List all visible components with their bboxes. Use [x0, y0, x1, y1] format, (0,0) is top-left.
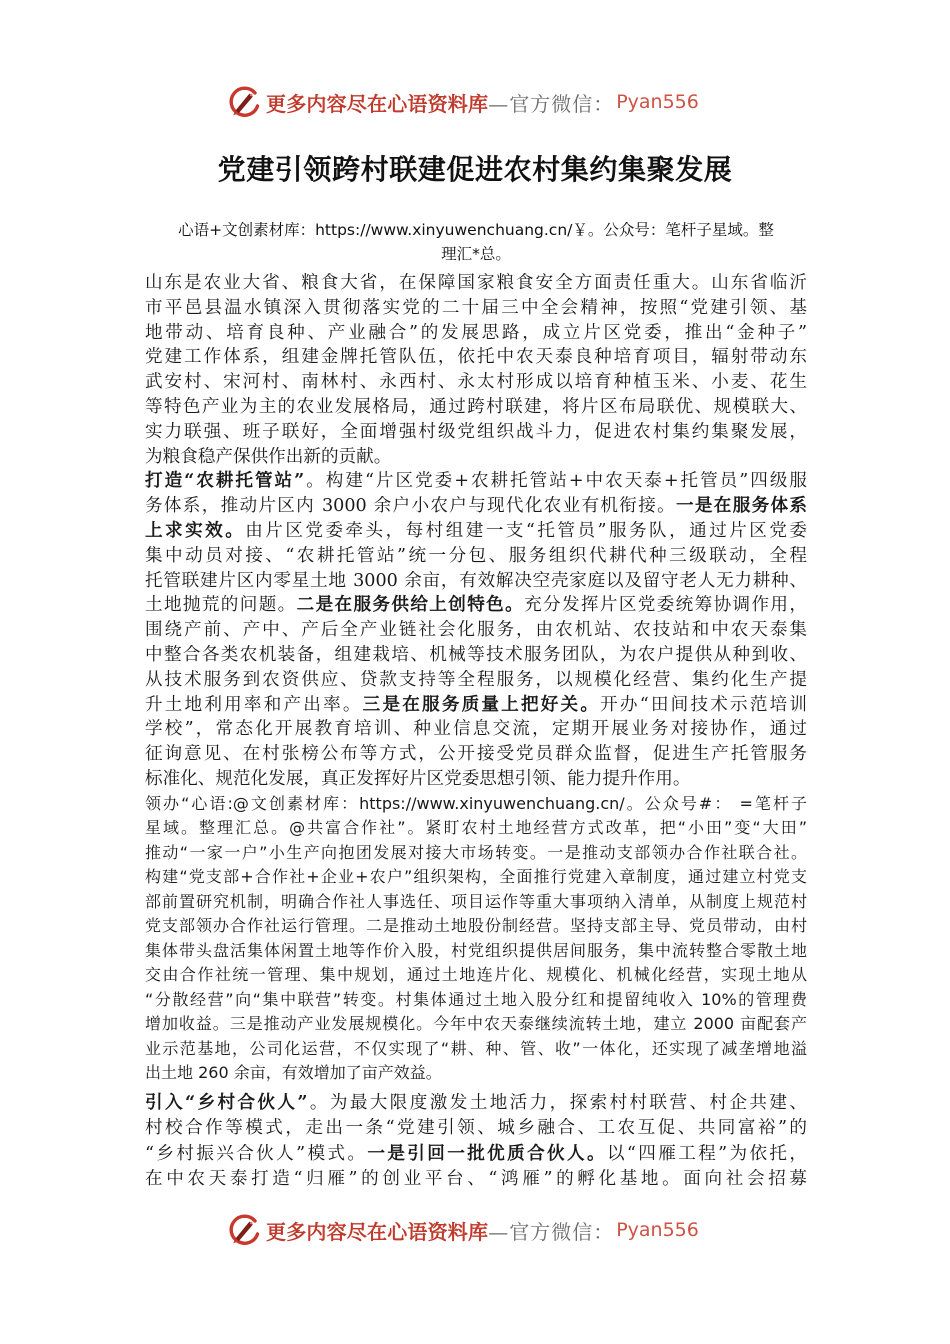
body-line — [145, 1090, 807, 1116]
body-line: 星域。整理汇总。@共富合作社”。紧盯农村土地经营方式改革，把“小田”变“大田” — [145, 818, 807, 838]
body-line — [145, 469, 807, 494]
body-line: 增加收益。三是推动产业发展规模化。今年中农天泰继续流转土地，建立 2000 亩配套产 — [145, 1014, 807, 1034]
body-line: 党支部领办合作社运行管理。二是推动土地股份制经营。坚持支部主导、党员带动，由村 — [145, 916, 807, 936]
body-line: 为粮食稳产保供作出新的贡献。 — [145, 446, 392, 467]
text-run: 。为最大限度激发土地活力，探索村村联营、村企共建、 — [307, 1092, 807, 1113]
body-line: 业示范基地，公司化运营，不仅实现了“耕、种、管、收”一体化，还实现了减垄增地溢 — [145, 1038, 807, 1058]
text-run: 。构建“片区党委+农耕托管站+中农天泰+托管员”四级服 — [304, 471, 807, 492]
watermark-brand-text: 更多内容尽在心语资料库 — [266, 91, 489, 116]
text-run: 以“四雁工程”为依托， — [606, 1143, 807, 1164]
bold-lead-sentence: 三是在服务质量上把好关。 — [362, 693, 601, 715]
bold-lead-sentence: 二是在服务供给上创特色。 — [296, 594, 525, 616]
body-line: 学校”，常态化开展教育培训、种业信息交流，定期开展业务对接协作，通过 — [145, 719, 807, 740]
document-title: 党建引领跨村联建促进农村集约集聚发展 — [217, 153, 733, 186]
body-line: 推动“一家一户”小生产向抱团发展对接大市场转变。一是推动支部领办合作社联合社。 — [145, 842, 807, 862]
body-line: 等特色产业为主的农业发展格局，通过跨村联建，将片区布局联优、规模联大、 — [145, 396, 807, 417]
body-line: 地带动、培育良种、产业融合”的发展思路，成立片区党委，推出“金种子” — [145, 322, 807, 343]
section-heading: 引入“乡村合伙人” — [145, 1091, 308, 1113]
body-line: 部前置研究机制，明确合作社人事选任、项目运作等重大事项纳入清单，从制度上规范村 — [145, 891, 807, 911]
body-line: 交由合作社统一管理、集中规划，通过土地连片化、规模化、机械化经营，实现土地从 — [145, 965, 807, 985]
watermark-header — [226, 82, 699, 122]
body-line: 党建工作体系，组建金牌托管队伍，依托中农天泰良种培育项目，辐射带动东 — [145, 347, 807, 368]
bold-lead-sentence: 上求实效。 — [145, 519, 246, 541]
body-line — [145, 593, 807, 618]
body-line: 从技术服务到农资供应、贷款支持等全程服务，以规模化经营、集约化生产提 — [145, 669, 807, 690]
pen-swirl-logo-icon — [226, 1212, 262, 1248]
body-line — [145, 693, 807, 718]
watermark-footer — [226, 1210, 699, 1250]
body-line: 围绕产前、产中、产后全产业链社会化服务，由农机站、农技站和中农天泰集 — [145, 620, 807, 641]
body-line: 在中农天泰打造“归雁”的创业平台、“鸿雁”的孵化基地。面向社会招募 — [145, 1168, 807, 1189]
body-line: 出土地 260 余亩，有效增加了亩产效益。 — [145, 1063, 442, 1083]
text-run: 土地抛荒的问题。 — [145, 595, 297, 616]
bold-lead-sentence: 一是引回一批优质合伙人。 — [367, 1142, 607, 1164]
text-run: “乡村振兴合伙人”模式。 — [145, 1143, 368, 1164]
body-line: 中整合各类农机装备，组建栽培、机械等技术服务团队，为农户提供从种到收、 — [145, 644, 807, 665]
text-run: 由片区党委牵头，每村组建一支“托管员”服务队，通过片区党委 — [245, 520, 807, 541]
body-line: 武安村、宋河村、南林村、永西村、永太村形成以培育种植玉米、小麦、花生 — [145, 372, 807, 393]
body-line: 村校合作等模式，走出一条“党建引领、城乡融合、工农互促、共同富裕”的 — [145, 1117, 807, 1138]
body-line — [145, 519, 807, 544]
paragraph-farming-station — [145, 469, 807, 791]
body-line — [145, 494, 807, 519]
body-line: 领办“心语:@文创素材库：https://www.xinyuwenchuang.cn/。公众号#： =笔杆子 — [145, 793, 807, 813]
watermark-brand-text: 更多内容尽在心语资料库 — [266, 1219, 489, 1244]
text-run: 充分发挥片区党委统筹协调作用， — [524, 595, 807, 616]
wechat-id: Pyan556 — [616, 91, 699, 113]
body-line: 托管联建片区内零星土地 3000 余亩，有效解决空壳家庭以及留守老人无力耕种、 — [145, 570, 807, 591]
text-run: 开办“田间技术示范培训 — [600, 694, 807, 715]
source-note-line: 心语+文创素材库：https://www.xinyuwenchuang.cn/￥。公众号：笔杆子星域。整 — [178, 221, 774, 239]
watermark-separator: —官方微信： — [488, 1219, 615, 1244]
body-line: 征询意见、在村张榜公布等方式，公开接受党员群众监督，促进生产托管服务 — [145, 744, 807, 765]
body-line: 集中动员对接、“农耕托管站”统一分包、服务组织代耕代种三级联动，全程 — [145, 545, 807, 566]
body-line: “分散经营”向“集中联营”转变。村集体通过土地入股分红和提留纯收入 10%的管理费 — [145, 989, 807, 1009]
paragraph-intro — [145, 271, 807, 469]
pen-swirl-logo-icon — [226, 84, 262, 120]
source-note-line: 理汇*总。 — [441, 244, 511, 263]
bold-lead-sentence: 一是在服务体系 — [676, 495, 807, 517]
section-heading: 打造“农耕托管站” — [145, 470, 305, 492]
body-line — [145, 1141, 807, 1167]
text-run: 务体系，推动片区内 3000 余户小农户与现代化农业有机衔接。 — [145, 496, 677, 517]
text-run: 升土地利用率和产出率。 — [145, 694, 363, 715]
body-line: 实力联强、班子联好，全面增强村级党组织战斗力，促进农村集约集聚发展， — [145, 421, 807, 442]
watermark-separator: —官方微信： — [488, 91, 615, 116]
paragraph-rural-partners — [145, 1090, 807, 1192]
body-line: 构建“党支部+合作社+企业+农户”组织架构，全面推行党建入章制度，通过建立村党支 — [145, 867, 807, 887]
paragraph-cooperative — [145, 792, 807, 1086]
body-line: 集体带头盘活集体闲置土地等作价入股，村党组织提供居间服务，集中流转整合零散土地 — [145, 940, 807, 960]
document-body — [145, 271, 807, 1192]
body-line: 山东是农业大省、粮食大省，在保障国家粮食安全方面责任重大。山东省临沂 — [145, 273, 807, 293]
body-line: 标准化、规范化发展，真正发挥好片区党委思想引领、能力提升作用。 — [145, 768, 691, 789]
body-line: 市平邑县温水镇深入贯彻落实党的二十届三中全会精神，按照“党建引领、基 — [145, 297, 807, 318]
wechat-id: Pyan556 — [616, 1219, 699, 1241]
source-note — [145, 219, 807, 266]
